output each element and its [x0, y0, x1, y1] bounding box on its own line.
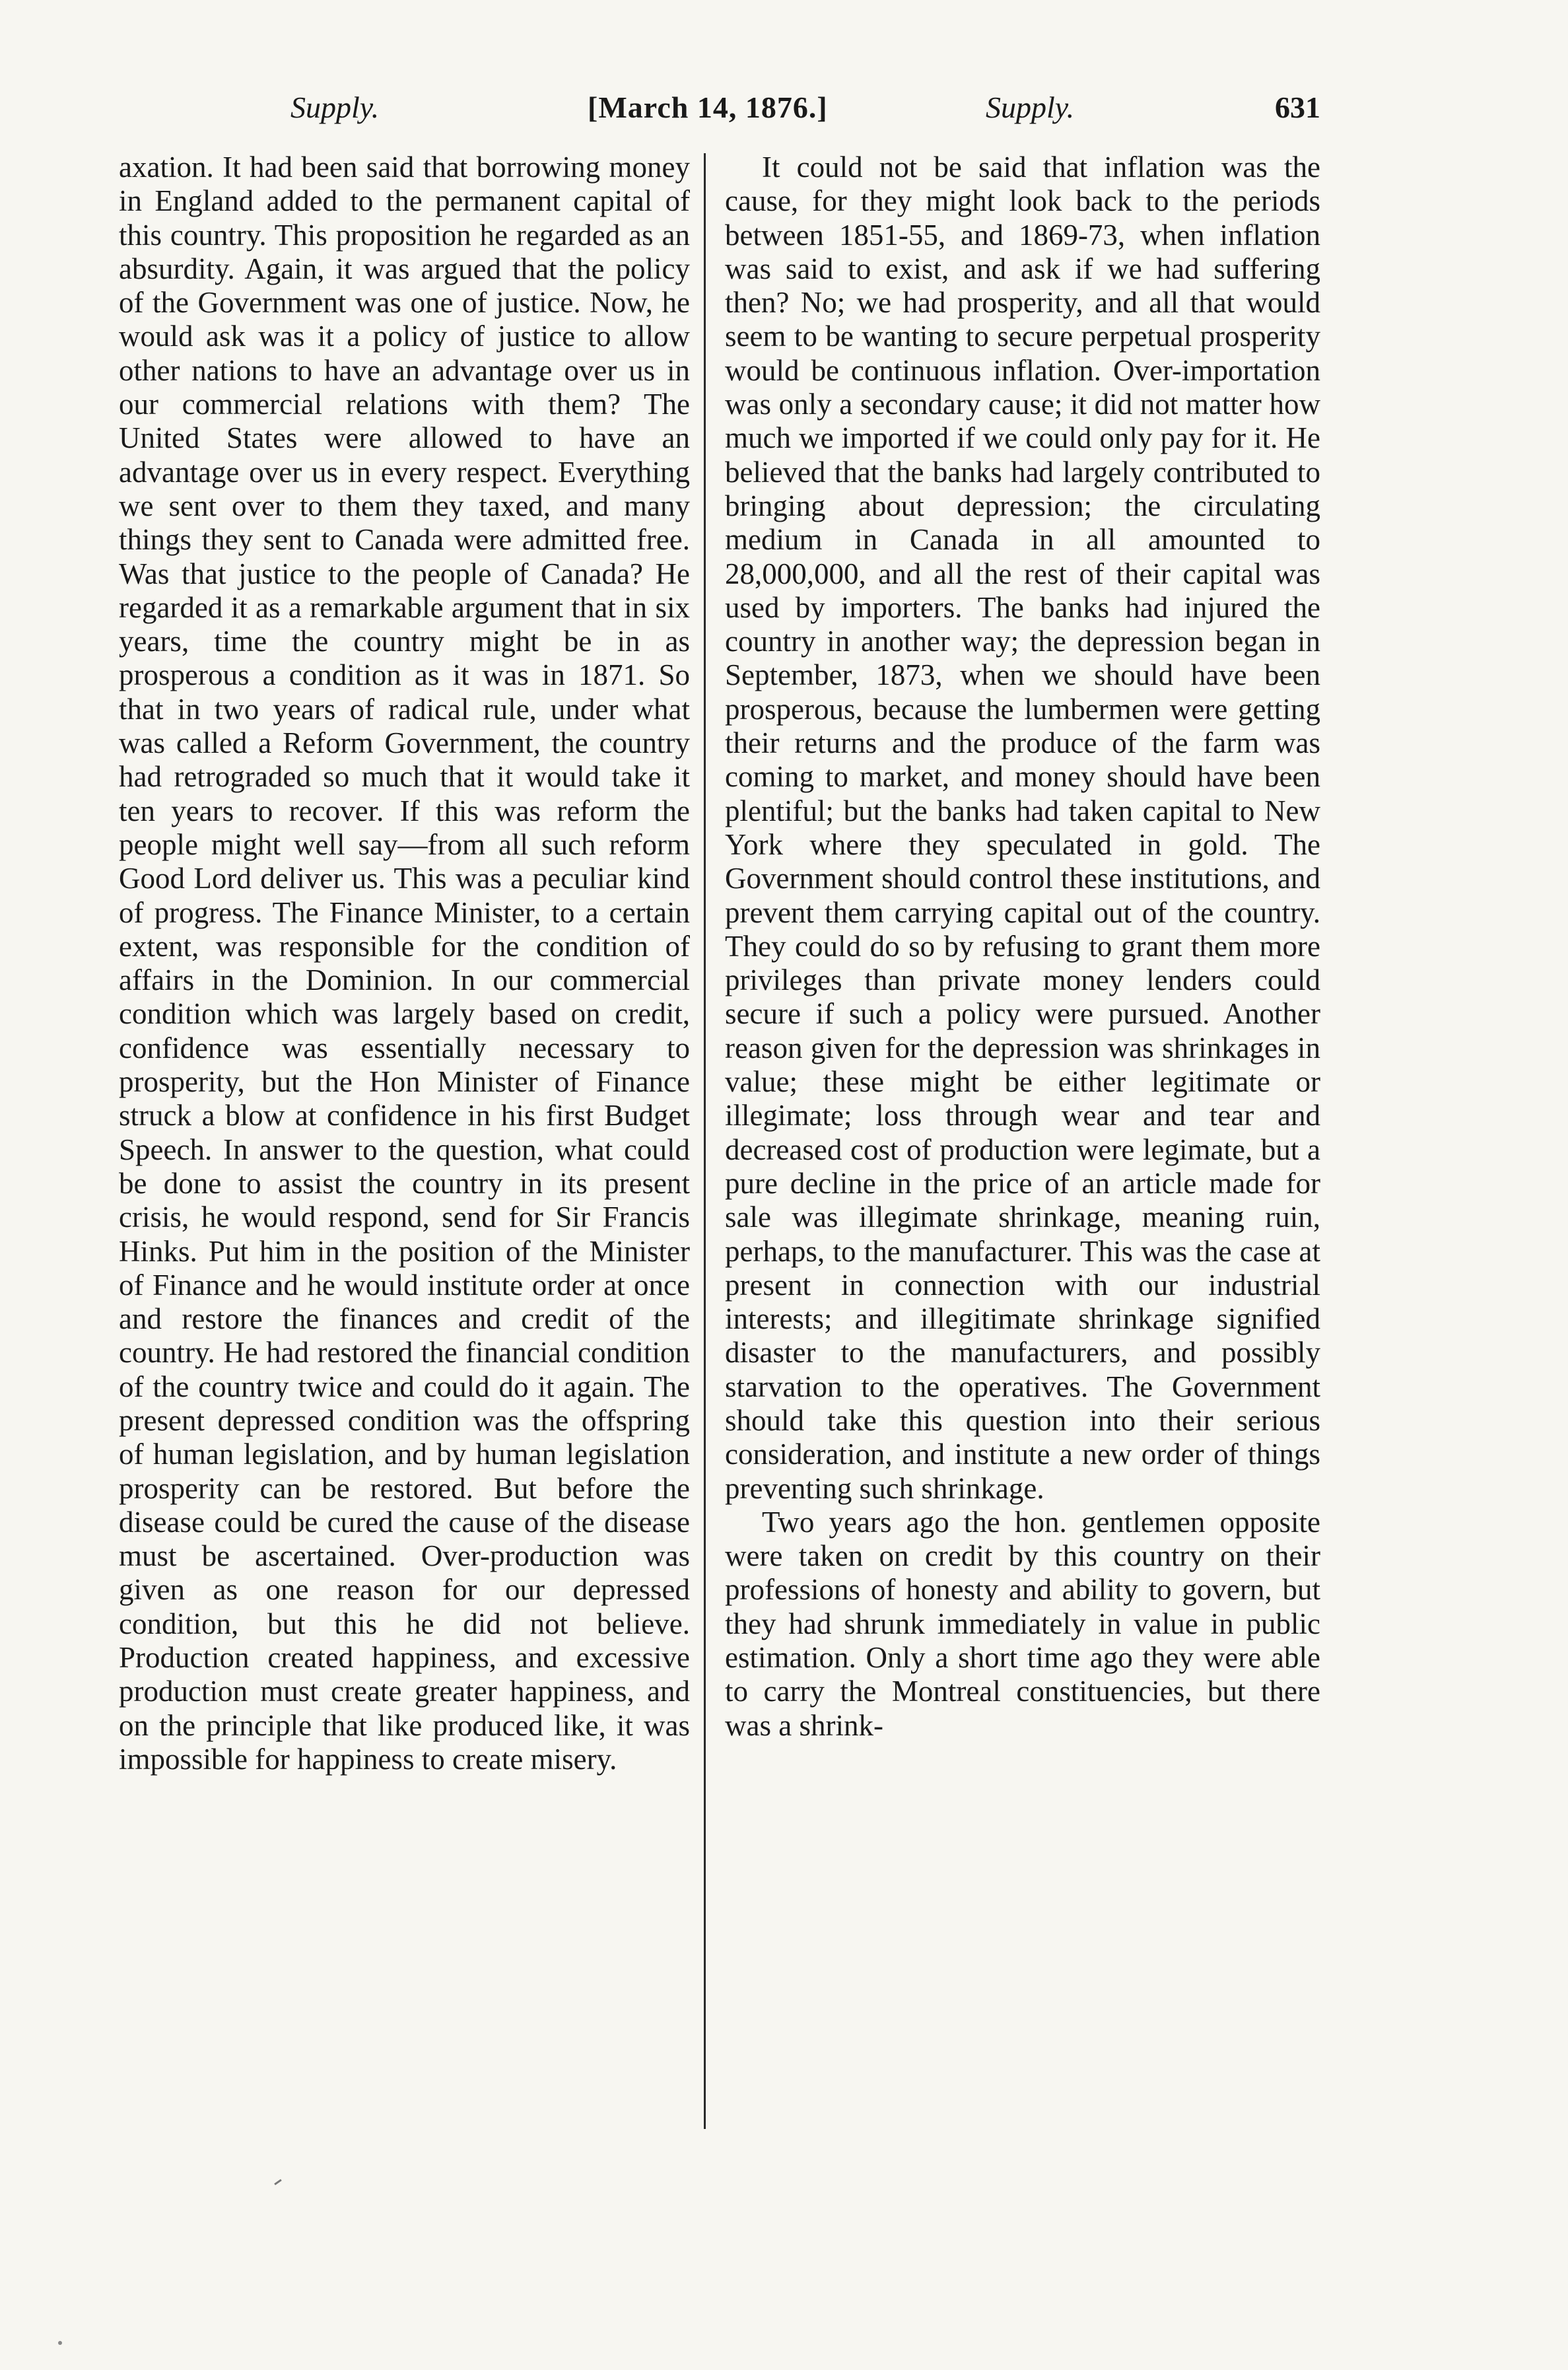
right-paragraph-1: It could not be said that inflation was the cause, for they might look back to the periods between 1851-55, and 1869-73, when inflation was said to exist, and ask if we had suffering then? No; we had prosperity, and all that would seem to be wanting to secure perpetual prosperity would be continuous inflation. Over-importation was only a secondary cause; it did not matter how much we imported if we could only pay for it. He believed that the banks had largely contributed to bringing about depression; the circulating medium in Canada in all amounted to 28,000,000, and all the rest of their capital was used by importers. The banks had injured the country in another way; the depression began in September, 1873, when we should have been prosperous, because the lumbermen were getting their returns and the produce of the farm was coming to market, and money should have been plentiful; but the banks had taken capital to New York where they speculated in gold. The Government should control these institutions, and prevent them carrying capital out of the country. They could do so by refusing to grant them more privileges than private money lenders could secure if such a policy were pursued. Another reason given for the depression was shrinkages in value; these might be either legitimate or illegimate; loss through wear and tear and decreased cost of production were legimate, but a pure decline in the price of an article made for sale was illegimate shrinkage, meaning ruin, perhaps, to the manufacturer. This was the case at present in connection with our industrial interests; and illegitimate shrinkage signified disaster to the manufacturers, and possibly starvation to the operatives. The Government should take this question into their serious consideration, and institute a new order of things preventing such shrinkage. [725, 151, 1320, 1505]
header-right-title: Supply. [986, 90, 1075, 124]
header-date: [March 14, 1876.] [588, 90, 828, 124]
running-header [290, 78, 1320, 137]
page-number: 631 [1275, 90, 1320, 124]
left-column [119, 151, 690, 1776]
right-paragraph-2: Two years ago the hon. gentlemen opposite were taken on credit by this country on their professions of honesty and ability to govern, but they had shrunk immediately in value in public estimation. Only a short time ago they were able to carry the Montreal constituencies, but there was a shrink- [725, 1505, 1320, 1742]
column-divider [704, 153, 706, 2129]
print-speck [58, 2341, 62, 2345]
left-paragraph-1: axation. It had been said that borrowing money in England added to the permanent capital of this country. This proposition he regarded as an absurdity. Again, it was argued that the policy of the Government was one of justice. Now, he would ask was it a policy of justice to allow other nations to have an advantage over us in our commercial relations with them? The United States were allowed to have an advantage over us in every respect. Everything we sent over to them they taxed, and many things they sent to Canada were admitted free. Was that justice to the people of Canada? He regarded it as a remarkable argument that in six years, time the country might be in as prosperous a condition as it was in 1871. So that in two years of radical rule, under what was called a Reform Government, the country had retrograded so much that it would take it ten years to recover. If this was reform the people might well say—from all such reform Good Lord deliver us. This was a peculiar kind of progress. The Finance Minister, to a certain extent, was responsible for the condition of affairs in the Dominion. In our commercial condition which was largely based on credit, confidence was essentially necessary to prosperity, but the Hon Minister of Finance struck a blow at confidence in his first Budget Speech. In answer to the question, what could be done to assist the country in its present crisis, he would respond, send for Sir Francis Hinks. Put him in the position of the Minister of Finance and he would institute order at once and restore the finances and credit of the country. He had restored the financial condition of the country twice and could do it again. The present depressed condition was the offspring of human legislation, and by human legislation prosperity can be restored. But before the disease could be cured the cause of the disease must be ascertained. Over-production was given as one reason for our depressed condition, but this he did not believe. Production created happiness, and excessive production must create greater happiness, and on the principle that like produced like, it was impossible for happiness to create misery. [119, 151, 690, 1776]
header-left-title: Supply. [290, 90, 380, 124]
right-column [725, 151, 1320, 1743]
print-speck [274, 2179, 282, 2185]
